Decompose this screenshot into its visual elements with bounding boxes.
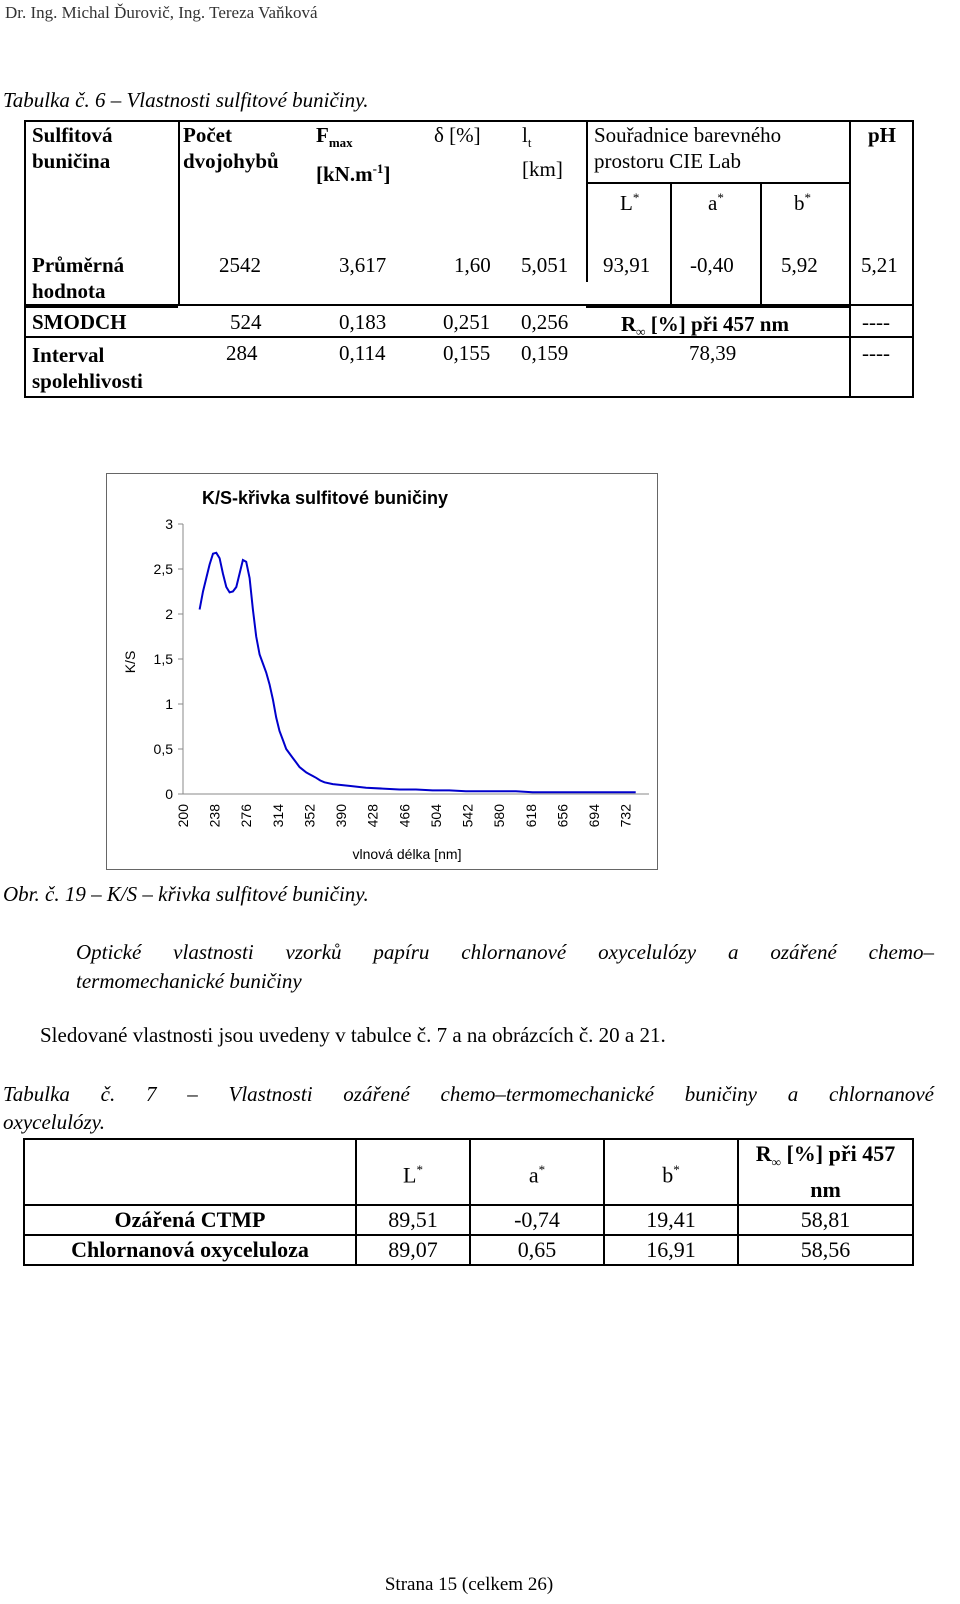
table7 bbox=[23, 1138, 914, 1266]
section-heading-cont: termomechanické buničiny bbox=[76, 969, 302, 993]
header-a: a* bbox=[470, 1139, 604, 1205]
cell: ---- bbox=[862, 341, 890, 365]
x-tick-label: 466 bbox=[396, 804, 413, 828]
cell: ---- bbox=[862, 310, 890, 334]
header-L: L* bbox=[356, 1139, 470, 1205]
cell: 89,51 bbox=[356, 1205, 470, 1235]
x-tick-label: 694 bbox=[586, 804, 603, 828]
plot-area bbox=[200, 553, 636, 792]
y-tick-label: 1,5 bbox=[153, 651, 173, 667]
r-infinity-value: 78,39 bbox=[689, 341, 737, 365]
cell: 524 bbox=[230, 310, 262, 334]
x-tick-label: 428 bbox=[364, 804, 381, 828]
paragraph: Sledované vlastnosti jsou uvedeny v tabulce č. 7 a na obrázcích č. 20 a 21. bbox=[40, 1023, 666, 1047]
header-cie: Souřadnice barevného prostoru CIE Lab bbox=[594, 123, 782, 173]
cell: -0,40 bbox=[690, 253, 734, 277]
cell: 0,155 bbox=[443, 341, 491, 365]
cell: 58,56 bbox=[738, 1235, 913, 1265]
row-label: Ozářená CTMP bbox=[24, 1205, 356, 1235]
row-smodch-label: SMODCH bbox=[32, 310, 127, 334]
cell: 16,91 bbox=[604, 1235, 738, 1265]
cell: -0,74 bbox=[470, 1205, 604, 1235]
cell: 0,256 bbox=[521, 310, 569, 334]
table-row bbox=[24, 1235, 913, 1265]
y-axis-label: K/S bbox=[122, 650, 138, 674]
cell: 0,65 bbox=[470, 1235, 604, 1265]
cell: 0,114 bbox=[339, 341, 386, 365]
y-tick-label: 3 bbox=[165, 516, 173, 532]
table6-caption: Tabulka č. 6 – Vlastnosti sulfitové buničiny. bbox=[3, 88, 369, 112]
chart-svg bbox=[107, 474, 657, 869]
table6 bbox=[24, 120, 914, 398]
series-line bbox=[200, 553, 636, 792]
cell: 19,41 bbox=[604, 1205, 738, 1235]
document-header: Dr. Ing. Michal Ďurovič, Ing. Tereza Vaňková bbox=[5, 3, 318, 22]
header-folds: Počet dvojohybů bbox=[183, 123, 279, 173]
y-tick-label: 0,5 bbox=[153, 741, 173, 757]
header-fmax: $F_{max}$ $[kN.m^{-1}]$ bbox=[316, 123, 391, 187]
x-tick-label: 276 bbox=[238, 804, 255, 828]
x-tick-label: 580 bbox=[491, 804, 508, 828]
section-heading: Optické vlastnosti vzorků papíru chlornanové oxycelulózy a ozářené chemo– bbox=[76, 940, 934, 964]
cell: 0,251 bbox=[443, 310, 491, 334]
row-interval-label: Interval spolehlivosti bbox=[32, 343, 143, 393]
cell: 5,92 bbox=[781, 253, 818, 277]
table7-caption: Tabulka č. 7 – Vlastnosti ozářené chemo–termomechanické buničiny a chlornanové bbox=[3, 1082, 934, 1106]
cell: 0,183 bbox=[339, 310, 387, 334]
header-ph: pH bbox=[868, 123, 897, 147]
chart-title: K/S-křivka sulfitové buničiny bbox=[201, 488, 449, 508]
header-b: b* bbox=[604, 1139, 738, 1205]
page-footer: Strana 15 (celkem 26) bbox=[384, 1574, 554, 1595]
x-tick-label: 238 bbox=[206, 804, 223, 828]
table7-caption-cont: oxycelulózy. bbox=[3, 1110, 106, 1134]
chart-ks-curve bbox=[106, 473, 658, 870]
x-tick-label: 504 bbox=[427, 804, 444, 828]
header-delta: δ [%] bbox=[434, 123, 481, 147]
cell: 93,91 bbox=[603, 253, 651, 277]
cell: 5,21 bbox=[861, 253, 898, 277]
table-row bbox=[24, 1139, 913, 1205]
header-pulp: Sulfitová buničina bbox=[32, 123, 113, 173]
x-tick-label: 542 bbox=[459, 804, 476, 828]
x-tick-label: 618 bbox=[522, 804, 539, 828]
x-tick-label: 200 bbox=[175, 804, 191, 828]
y-tick-label: 2 bbox=[165, 606, 173, 622]
y-tick-label: 2,5 bbox=[153, 561, 173, 577]
cell: 284 bbox=[226, 341, 258, 365]
cell: 5,051 bbox=[521, 253, 569, 277]
cell: 1,60 bbox=[454, 253, 491, 277]
x-tick-label: 732 bbox=[617, 804, 634, 828]
x-tick-label: 352 bbox=[301, 804, 318, 828]
row-mean-label: Průměrná hodnota bbox=[32, 253, 125, 303]
header-b: b* bbox=[794, 190, 811, 215]
x-axis-label: vlnová délka [nm] bbox=[352, 846, 462, 862]
y-axis bbox=[154, 516, 183, 802]
cell: 0,159 bbox=[521, 341, 569, 365]
x-tick-label: 314 bbox=[269, 804, 286, 828]
header-r: $R_\infty$ [%] při 457 nm bbox=[738, 1139, 913, 1205]
x-axis bbox=[175, 794, 649, 827]
header-lt: $l_t$ [km] bbox=[522, 123, 563, 182]
cell: 89,07 bbox=[356, 1235, 470, 1265]
r-infinity-label: $R_\infty$ [%] při 457 nm bbox=[621, 312, 789, 340]
cell: 3,617 bbox=[339, 253, 387, 277]
header-L: L* bbox=[620, 190, 640, 215]
y-tick-label: 1 bbox=[165, 696, 173, 712]
cell: 2542 bbox=[219, 253, 261, 277]
row-label: Chlornanová oxyceluloza bbox=[24, 1235, 356, 1265]
figure-caption: Obr. č. 19 – K/S – křivka sulfitové buničiny. bbox=[3, 882, 369, 906]
table-row bbox=[24, 1205, 913, 1235]
x-tick-label: 390 bbox=[333, 804, 350, 828]
cell: 58,81 bbox=[738, 1205, 913, 1235]
header-a: a* bbox=[708, 190, 724, 215]
cell bbox=[24, 1139, 356, 1205]
x-tick-label: 656 bbox=[554, 804, 571, 828]
y-tick-label: 0 bbox=[165, 786, 173, 802]
